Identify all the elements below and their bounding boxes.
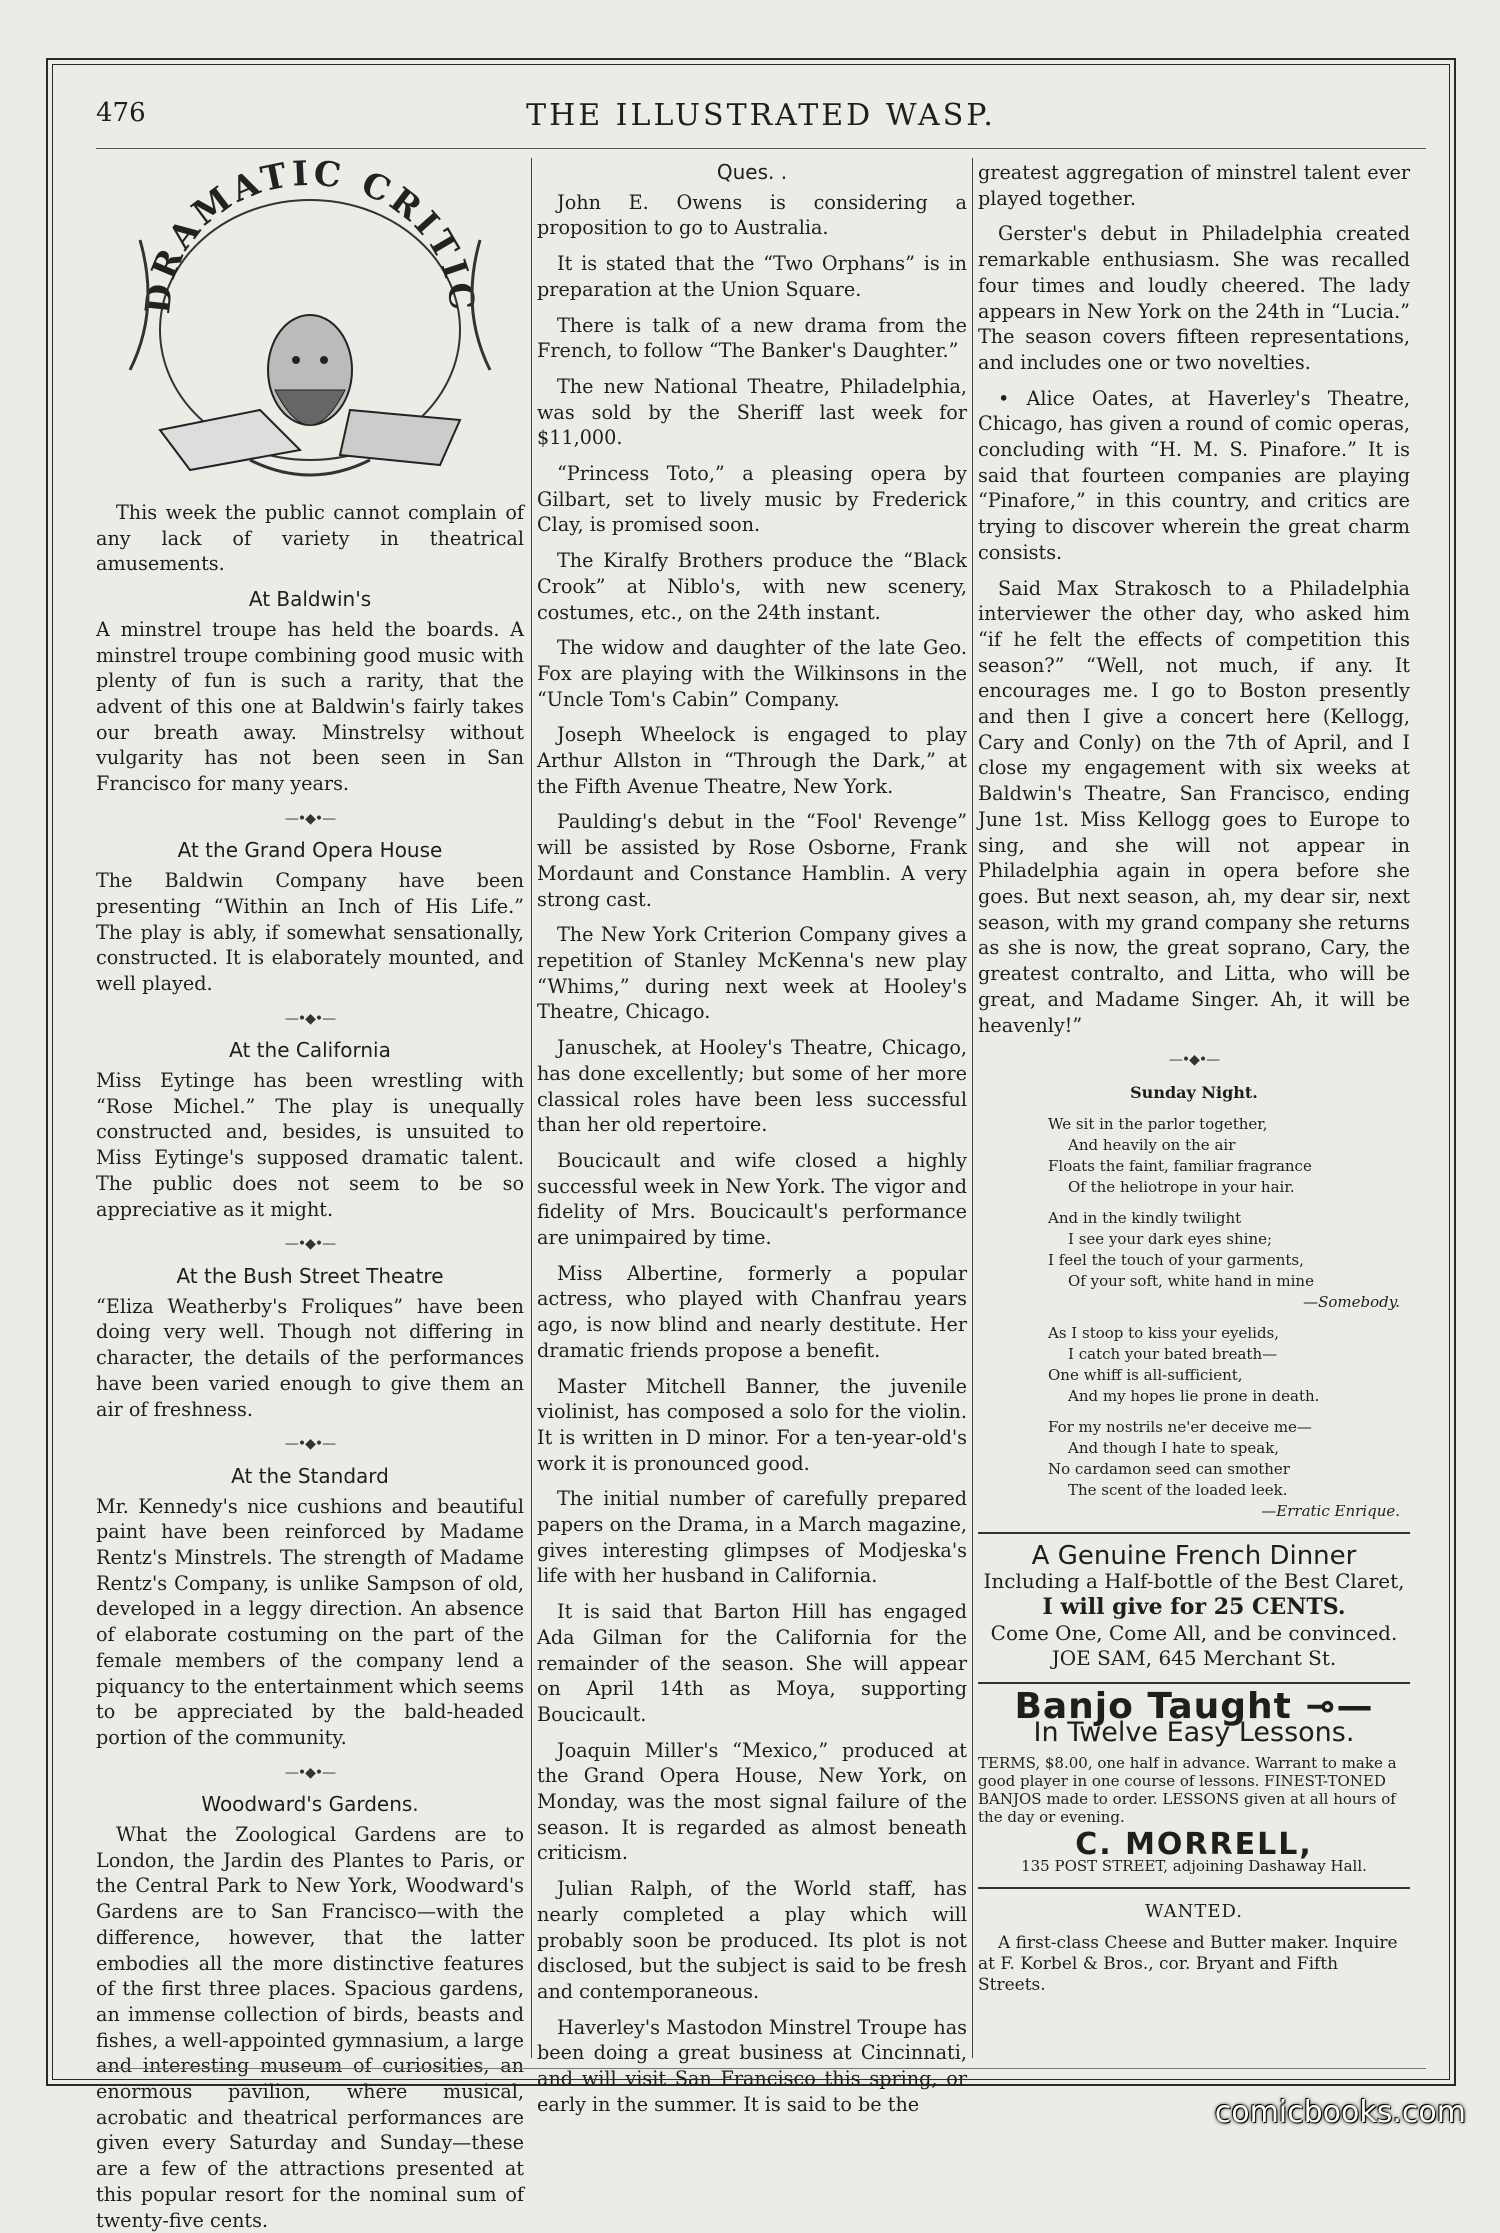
poem-line: And though I hate to speak, bbox=[1068, 1438, 1280, 1457]
poem-line: And heavily on the air bbox=[1068, 1135, 1236, 1154]
section-heading-california: At the California bbox=[229, 1038, 391, 1063]
ad-line: Including a Half-bottle of the Best Claret, bbox=[983, 1569, 1405, 1594]
poem-line: Of the heliotrope in your hair. bbox=[1068, 1177, 1295, 1196]
news-item: The New York Criterion Company gives a repetition of Stanley McKenna's new play “Whims,” during next week at Hooley's Theatre, Chicago. bbox=[537, 923, 967, 1024]
svg-text:DRAMATIC CRITIC bbox=[138, 160, 482, 316]
ornament-separator: —•◆•— bbox=[1168, 1052, 1220, 1069]
intro-paragraph: This week the public cannot complain of any lack of variety in theatrical amusements. bbox=[96, 501, 524, 576]
ad-banjo-subtitle: In Twelve Easy Lessons. bbox=[1033, 1716, 1355, 1748]
news-item: Gerster's debut in Philadelphia created remarkable enthusiasm. She was recalled four times and loudly cheered. The lady appears in New York on the 24th in “Lucia.” The season covers fifteen representations, and includes one or two novelties. bbox=[978, 222, 1410, 374]
ad-wanted-body: A first-class Cheese and Butter maker. Inquire at F. Korbel & Bros., cor. Bryant and Fifth Streets. bbox=[978, 1932, 1398, 1995]
section-heading-woodwards: Woodward's Gardens. bbox=[201, 1792, 419, 1817]
news-item: There is talk of a new drama from the French, to follow “The Banker's Daughter.” bbox=[537, 313, 967, 363]
poem-line: I see your dark eyes shine; bbox=[1068, 1229, 1273, 1248]
news-item: “Princess Toto,” a pleasing opera by Gilbart, set to lively music by Frederick Clay, is promised soon. bbox=[537, 462, 967, 537]
poem-line: No cardamon seed can smother bbox=[1048, 1459, 1290, 1478]
ad-banjo-address: 135 POST STREET, adjoining Dashaway Hall. bbox=[1021, 1857, 1367, 1876]
ad-french-dinner bbox=[978, 1540, 1410, 1673]
poem-line: For my nostrils ne'er deceive me— bbox=[1048, 1417, 1312, 1436]
poem-line: One whiff is all-sufficient, bbox=[1048, 1365, 1243, 1384]
footer-rule bbox=[96, 2068, 1426, 2069]
section-body-grand-opera: The Baldwin Company have been presenting “Within an Inch of His Life.” The play is ably, if somewhat sensationally, constructed. It is elaborately mounted, and well played. bbox=[96, 869, 524, 995]
section-body-bush-street: “Eliza Weatherby's Froliques” have been doing very well. Though not differing in character, the details of the performances have been varied enough to give them an air of freshness. bbox=[96, 1294, 524, 1421]
column-1 bbox=[96, 160, 524, 2232]
news-item: The Kiralfy Brothers produce the “Black Crook” at Niblo's, with new scenery, costumes, etc., on the 24th instant. bbox=[537, 549, 967, 624]
news-item: Master Mitchell Banner, the juvenile violinist, has composed a solo for the violin. It is written in D minor. For a ten-year-old's work it is pronounced good. bbox=[537, 1374, 967, 1475]
poem-title: Sunday Night. bbox=[1130, 1082, 1258, 1102]
news-item: The initial number of carefully prepared papers on the Drama, in a March magazine, gives interesting glimpses of Modjeska's life with her husband in California. bbox=[537, 1487, 967, 1588]
header-rule bbox=[96, 148, 1426, 149]
news-item: John E. Owens is considering a proposition to go to Australia. bbox=[537, 190, 967, 240]
column-divider bbox=[531, 158, 532, 2058]
poem-stanza bbox=[1048, 1417, 1410, 1522]
ad-price-line: I will give for 25 CENTS. bbox=[1042, 1594, 1346, 1621]
ornament-separator: —•◆•— bbox=[284, 810, 336, 827]
masthead-title: THE ILLUSTRATED WASP. bbox=[526, 98, 996, 133]
banjo-icon: ⊸— bbox=[1291, 1686, 1374, 1728]
poem-stanza bbox=[1048, 1208, 1410, 1313]
poem-line: We sit in the parlor together, bbox=[1048, 1114, 1268, 1133]
poem-line: And my hopes lie prone in death. bbox=[1068, 1386, 1320, 1405]
ad-address: JOE SAM, 645 Merchant St. bbox=[1051, 1646, 1337, 1671]
ornament-separator: —•◆•— bbox=[284, 1764, 336, 1781]
news-item: Boucicault and wife closed a highly successful week in New York. The vigor and fidelity of Mrs. Boucicault's performance are unimpaired by time. bbox=[537, 1148, 967, 1250]
news-item: The new National Theatre, Philadelphia, was sold by the Sheriff last week for $11,000. bbox=[537, 374, 967, 450]
section-body-woodwards: What the Zoological Gardens are to London, the Jardin des Plantes to Paris, or the Central Park to New York, Woodward's Gardens are to San Francisco—with the difference, however, that the latter embodies all the more distinctive features of the first three places. Spacious gardens, an immense collection of birds, beasts and fishes, a well-appointed gymnasium, a large and interesting museum of curiosities, an enormous pavilion, where musical, acrobatic and theatrical performances are given every Saturday and Sunday—these are a few of the attractions presented at this popular resort for the nominal sum of twenty-five cents. bbox=[96, 1823, 524, 2232]
poem-line: The scent of the loaded leek. bbox=[1068, 1480, 1288, 1499]
poem-signature: —Erratic Enrique. bbox=[1261, 1501, 1400, 1520]
news-item: Joaquin Miller's “Mexico,” produced at the Grand Opera House, New York, on Monday, was the most signal failure of the season. It is regarded as almost beneath criticism. bbox=[537, 1738, 967, 1865]
ad-title: A Genuine French Dinner bbox=[1031, 1540, 1357, 1571]
news-item: The widow and daughter of the late Geo. Fox are playing with the Wilkinsons in the “Uncle Tom's Cabin” Company. bbox=[537, 636, 967, 711]
news-item: Paulding's debut in the “Fool' Revenge” will be assisted by Rose Osborne, Frank Mordaunt and Constance Hamblin. A very strong cast. bbox=[537, 810, 967, 911]
news-item: It is stated that the “Two Orphans” is in preparation at the Union Square. bbox=[537, 252, 967, 301]
section-heading-standard: At the Standard bbox=[231, 1463, 389, 1488]
poem-stanza bbox=[1048, 1323, 1410, 1407]
ornament-separator: —•◆•— bbox=[284, 1436, 336, 1453]
page-header bbox=[96, 98, 1426, 142]
ad-divider bbox=[978, 1887, 1410, 1889]
poem-signature: —Somebody. bbox=[1303, 1292, 1400, 1311]
news-item: It is said that Barton Hill has engaged Ada Gilman for the California for the remainder of the season. She will appear on April 14th as Moya, supporting Boucicault. bbox=[537, 1600, 967, 1726]
ad-divider bbox=[978, 1532, 1410, 1534]
poem-line: As I stoop to kiss your eyelids, bbox=[1048, 1323, 1280, 1342]
watermark: comicbooks.com bbox=[1214, 2095, 1466, 2130]
ad-line: Come One, Come All, and be convinced. bbox=[990, 1620, 1398, 1645]
section-heading-grand-opera: At the Grand Opera House bbox=[177, 838, 443, 863]
news-item: Joseph Wheelock is engaged to play Arthur Allston in “Through the Dark,” at the Fifth Avenue Theatre, New York. bbox=[537, 723, 967, 798]
ad-banjo-title-text: Banjo Taught bbox=[1014, 1686, 1292, 1728]
poem bbox=[1048, 1114, 1410, 1522]
section-body-baldwins: A minstrel troupe has held the boards. A minstrel troupe combining good music with plenty of fun is such a rarity, that the advent of this one at Baldwin's fairly takes our breath away. Minstrelsy without vulgarity has not been seen in San Francisco for many years. bbox=[96, 617, 524, 796]
ad-wanted-title: WANTED. bbox=[1144, 1901, 1243, 1923]
news-item: Miss Albertine, formerly a popular actress, who played with Chanfrau years ago, is now blind and nearly destitute. Her dramatic friends propose a benefit. bbox=[537, 1261, 967, 1362]
section-heading-baldwins: At Baldwin's bbox=[248, 587, 372, 612]
poem-line: Floats the faint, familiar fragrance bbox=[1048, 1156, 1312, 1175]
news-item: Julian Ralph, of the World staff, has nearly completed a play which will probably soon be produced. Its plot is not disclosed, but the subject is said to be fresh and contemporaneous. bbox=[537, 1877, 967, 2003]
ad-wanted bbox=[978, 1899, 1410, 1996]
column-2 bbox=[537, 160, 967, 2116]
news-item: Haverley's Mastodon Minstrel Troupe has been doing a great business at Cincinnati, and will visit San Francisco this spring, or early in the summer. It is said to be the bbox=[537, 2015, 967, 2116]
column-3 bbox=[978, 160, 1410, 2060]
ornament-separator: —•◆•— bbox=[284, 1010, 336, 1027]
news-item: Januschek, at Hooley's Theatre, Chicago, has done excellently; but some of her more classical roles have been less successful than her old repertoire. bbox=[537, 1036, 967, 1137]
news-item: Said Max Strakosch to a Philadelphia interviewer the other day, who asked him “if he felt the effects of competition this season?” “Well, not much, if any. It encourages me. I go to Boston presently and then I give a concert here (Kellogg, Cary and Conly) on the 7th of April, and I close my engagement with six weeks at Baldwin's Theatre, San Francisco, ending June 1st. Miss Kellogg goes to Europe to sing, and she will not appear in Philadelphia again in opera before she goes. But next season, ah, my dear sir, next season, with my grand company she returns as she is now, the great soprano, Cary, the greatest contralto, and Litta, who will be great, and Madame Singer. Ah, it will be heavenly!” bbox=[978, 576, 1410, 1037]
section-body-standard: Mr. Kennedy's nice cushions and beautiful paint have been reinforced by Madame Rentz's Minstrels. The strength of Madame Rentz's Company, is unlike Sampson of old, developed in a leggy direction. An absence of elaborate costuming on the part of the female members of the company lend a piquancy to the entertainment which seems to be appreciated by the bald-headed portion of the community. bbox=[96, 1494, 524, 1749]
ad-banjo-terms: TERMS, $8.00, one half in advance. Warrant to make a good player in one course of lessons. FINEST-TONED BANJOS made to order. LESSONS given at all hours of the day or evening. bbox=[978, 1753, 1397, 1826]
column-2-heading: Ques. . bbox=[716, 160, 788, 184]
news-item-continued: greatest aggregation of minstrel talent ever played together. bbox=[978, 161, 1410, 210]
ornament-separator: —•◆•— bbox=[284, 1236, 336, 1253]
ad-banjo-name: C. MORRELL, bbox=[1075, 1826, 1313, 1862]
section-body-california: Miss Eytinge has been wrestling with “Rose Michel.” The play is unequally constructed and, besides, is unsuited to Miss Eytinge's supposed dramatic talent. The public does not seem to be so appreciative as it might. bbox=[96, 1069, 524, 1221]
ad-banjo-title bbox=[978, 1686, 1410, 1728]
poem-line: And in the kindly twilight bbox=[1048, 1208, 1242, 1227]
poem-stanza bbox=[1048, 1114, 1410, 1198]
section-heading-bush-street: At the Bush Street Theatre bbox=[176, 1263, 444, 1288]
column-divider bbox=[972, 158, 973, 2058]
emblem-text: DRAMATIC CRITIC bbox=[138, 160, 482, 316]
poem-line: Of your soft, white hand in mine bbox=[1068, 1271, 1314, 1290]
news-item: • Alice Oates, at Haverley's Theatre, Chicago, has given a round of comic operas, concluding with “H. M. S. Pinafore.” It is said that fourteen companies are playing “Pinafore,” in this country, and critics are trying to discover wherein the great charm consists. bbox=[978, 386, 1410, 564]
ad-divider bbox=[978, 1682, 1410, 1684]
poem-line: I catch your bated breath— bbox=[1068, 1344, 1278, 1363]
ad-banjo bbox=[978, 1686, 1410, 1876]
poem-line: I feel the touch of your garments, bbox=[1048, 1250, 1304, 1269]
page-number: 476 bbox=[96, 98, 146, 128]
dramatic-critic-emblem bbox=[100, 160, 520, 490]
